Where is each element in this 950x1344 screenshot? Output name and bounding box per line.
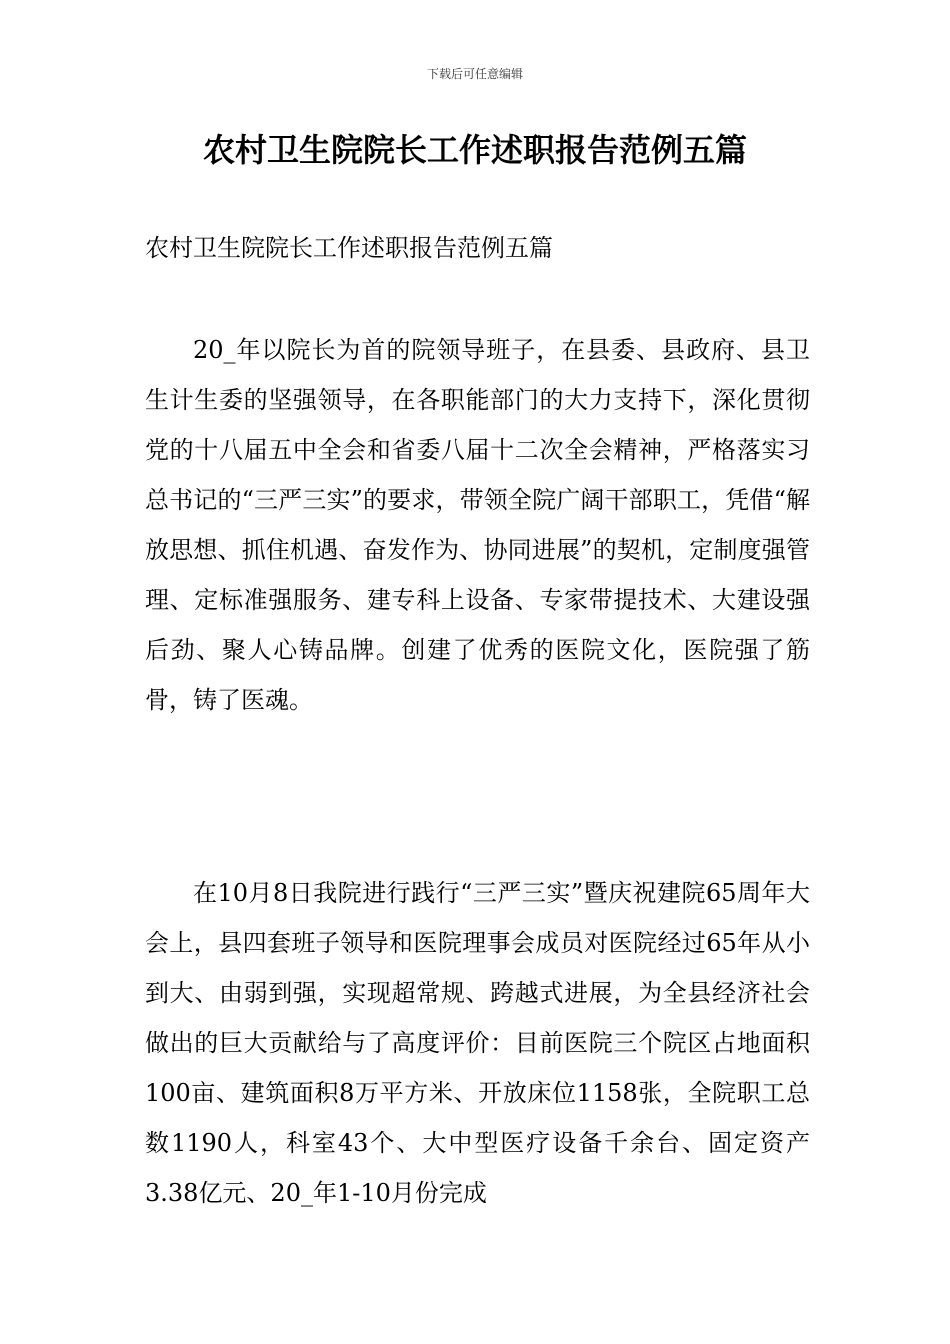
header-note: 下载后可任意编辑 [426,67,523,81]
document-title: 农村卫生院院长工作述职报告范例五篇 [202,131,747,169]
body-paragraph: 在10月8日我院进行践行“三严三实”暨庆祝建院65周年大会上，县四套班子领导和医院理事会成员对医院经过65年从小到大、由弱到强，实现超常规、跨越式进展，为全县经济社会做出的巨大贡献给与了高度评价：目前医院三个院区占地面积100亩、建筑面积8万平方米、开放床位1158张，全院职工总数1190人，科室43个、大中型医疗设备千余台、固定资产3.38亿元、20_年1-10月份完成 [145,879,810,1207]
document-subtitle: 农村卫生院院长工作述职报告范例五篇 [145,234,553,262]
body-paragraph: 20_年以院长为首的院领导班子，在县委、县政府、县卫生计生委的坚强领导，在各职能部门的大力支持下，深化贯彻党的十八届五中全会和省委八届十二次全会精神，严格落实习总书记的“三严三实”的要求，带领全院广阔干部职工，凭借“解放思想、抓住机遇、奋发作为、协同进展”的契机，定制度强管理、定标准强服务、建专科上设备、专家带提技术、大建设强后劲、聚人心铸品牌。创建了优秀的医院文化，医院强了筋骨，铸了医魂。 [145,336,810,714]
